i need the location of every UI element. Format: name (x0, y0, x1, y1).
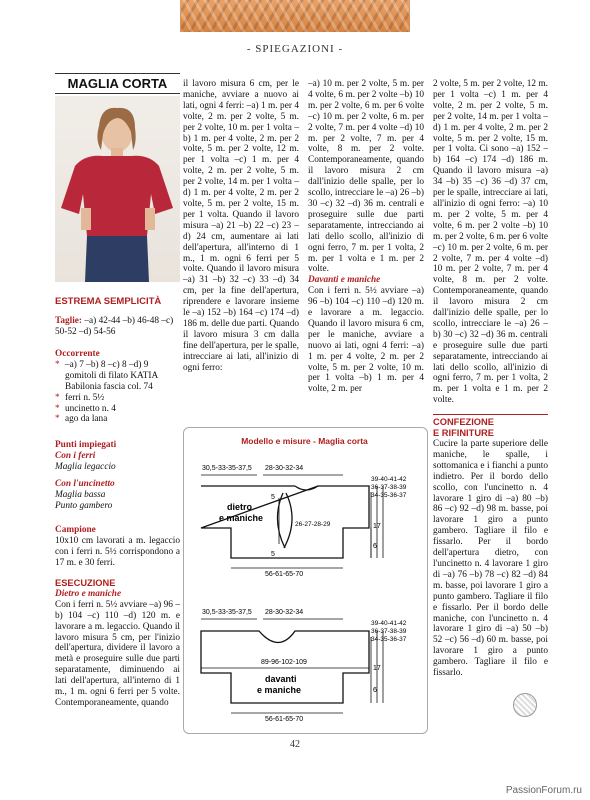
gauge-block (55, 525, 180, 569)
materials-item: uncinetto n. 4 (65, 403, 116, 414)
execution-block (55, 578, 180, 709)
dim-bottom: 56-61-65-70 (265, 716, 304, 723)
yarn-texture-banner (180, 0, 410, 32)
dim-seventeen: 17 (373, 523, 381, 530)
stitch-item: Maglia bassa (55, 489, 106, 500)
dim-right-2: 36-37-38-39 (371, 484, 407, 491)
model-photo (55, 96, 180, 282)
stitches-crochet-label: Con l'uncinetto (55, 478, 115, 489)
sizes-label: Taglie: (55, 316, 83, 326)
dim-right-2: 36-37-38-39 (371, 628, 407, 635)
stitches-needles-label: Con i ferri (55, 450, 96, 461)
dim-six: 6 (373, 687, 377, 694)
sizes-text: –a) 42-44 –b) 46-48 –c) 50-52 –d) 54-56 (55, 316, 174, 337)
instructions-text: il lavoro misura 6 cm, per le maniche, avviare a nuovo ai lati, ogni 4 ferri: –a) 1 m. per 4 volte, 2 m. per 2 volte, 5 m. per 2 volte, 10 m. per 1 volta –b) 1 m. per 4 volte, 2 m. per 2 volte, 5 m. per 2 volte, 12 m. per 1 volta –c) 1 m. per 4 volte, 2 m. per 2 volte, 5 m. per 2 volte, 14 m. per 1 volta –d) 1 m. per 4 volte, 2 m. per 2 volte, 5 m. per 2 volte, 15 m. per 1 volta. Quando il lavoro misura –a) 21 –b) 22 –c) 23 –d) 24 cm, aumentare ai lati dell'apertura, all'interno di 1 m., 1 m. ogni 6 ferri per 5 volte. Quando il lavoro misura –a) 31 –b) 32 –c) 33 –d) 34 cm, per la fine dell'apertura, riprendere e lavorare insieme le –a) 152 –b) 164 –c) 174 –d) 186 m. delle due parti. Quando il lavoro misura 3 cm dalla fine dell'apertura, per le spalle, intrecciare ai lati, all'inizio di ogni ferro: (183, 79, 299, 373)
pattern-title: MAGLIA CORTA (55, 73, 180, 94)
materials-item: ferri n. 5½ (65, 392, 105, 403)
finishing-text: Cucire la parte superiore delle maniche, le spalle, i sottomanica e i fianchi a punto indietro. Per il bordo dello scollo, con l'uncinetto n. 4 lavorare 1 giro di –a) 80 –b) 86 –c) 92 –d) 98 m. basse, poi lavorare 1 giro a punto gambero. Tagliare il filo e fissarlo. Per il bordo dell'apertura dietro, con l'uncinetto n. 4 lavorare 1 giro di –a) 76 –b) 78 –c) 82 –d) 84 m. basse, poi lavorare 1 giro a punto gambero. Tagliare il filo e fissarlo. Per il bordo delle maniche, con l'uncinetto n. 4 lavorare 1 giro di –a) 50 –b) 52 –c) 56 –d) 60 m. basse, poi lavorare 1 giro a punto gambero. Tagliare il filo e fissarlo. (433, 439, 548, 679)
instructions-column-4 (433, 79, 548, 679)
dim-top-mid: 28-30-32-34 (265, 609, 304, 616)
gauge-text: 10x10 cm lavorati a m. legaccio con i ferri n. 5½ corrispondono a 17 m. e 30 ferri. (55, 535, 180, 568)
instructions-column-2 (183, 79, 299, 373)
section-header: - SPIEGAZIONI - (246, 43, 344, 55)
dim-top-left: 30,5-33-35-37,5 (202, 465, 252, 472)
dim-right-3: 34-35-36-37 (371, 636, 407, 643)
back-label-1: dietro (227, 502, 253, 512)
execution-text: Con i ferri n. 5½ avviare –a) 96 –b) 104 –c) 110 –d) 120 m. e lavorare a m. legaccio. Quando il lavoro misura 5 cm, per l'inizio dell'apertura, dividere il lavoro a metà e proseguire sulle due parti separatamente, diminuendo ai lati dell'apertura, all'interno di 1 m., 1 m. ogni 6 ferri per 5 volte. Contemporaneamente, quando (55, 599, 180, 708)
stitch-item: Punto gambero (55, 500, 113, 511)
dim-top-mid: 28-30-32-34 (265, 465, 304, 472)
finishing-label: CONFEZIONE (433, 414, 548, 428)
difficulty-label: ESTREMA SEMPLICITÀ (55, 296, 162, 307)
instructions-text: 2 volte, 5 m. per 2 volte, 12 m. per 1 volta –c) 1 m. per 4 volte, 2 m. per 2 volte, 5 m. per 2 volte, 14 m. per 1 volta –d) 1 m. per 4 volte, 2 m. per 2 volte, 5 m. per 2 volte, 15 m. per 1 volta. Ci sono –a) 152 –b) 164 –c) 174 –d) 186 m. Quando il lavoro misura –a) 34 –b) 35 –c) 36 –d) 37 cm, per le spalle, intrecciare ai lati, all'inizio di ogni ferro: –a) 10 m. per 2 volte, 5 m. per 4 volte, 6 m. per 2 volte –b) 10 m. per 2 volte, 6 m. per 6 volte –c) 10 m. per 2 volte, 6 m. per 2 volte, 7 m. per 4 volte –d) 10 m. per 2 volte, 7 m. per 4 volte, 8 m. per 2 volte. Contemporaneamente, quando il lavoro misura 2 cm dall'inizio delle spalle, per lo scollo, intrecciare le –a) 26 –b) 30 –c) 32 –d) 36 m. centrali e proseguire sulle due parti separatamente, intrecciando ai lati dello scollo, all'inizio di ogni ferro, 7 m. per 1 volta, 2 m. per 1 volta e 1 m. per 2 volte. (433, 79, 548, 406)
dim-right-1: 39-40-41-42 (371, 476, 407, 483)
watermark: PassionForum.ru (505, 785, 582, 796)
dim-five-b: 5 (271, 551, 275, 558)
dim-right-1: 39-40-41-42 (371, 620, 407, 627)
materials-label: Occorrente (55, 349, 100, 359)
dim-bottom: 56-61-65-70 (265, 571, 304, 578)
page-number: 42 (290, 739, 300, 750)
back-sleeves-label: Dietro e maniche (55, 588, 122, 599)
dim-top-left: 30,5-33-35-37,5 (202, 609, 252, 616)
front-label-1: davanti (265, 674, 297, 684)
dim-opening: 26-27-28-29 (295, 521, 331, 528)
dim-six: 6 (373, 543, 377, 550)
yarn-ball-icon (513, 693, 537, 717)
execution-label: ESECUZIONE (55, 578, 116, 588)
finishing-label-2: E RIFINITURE (433, 428, 494, 439)
front-sleeves-label: Davanti e maniche (308, 275, 381, 286)
stitches-block (55, 440, 180, 511)
schematic-diagram (183, 448, 426, 728)
dim-width: 89-96-102-109 (261, 659, 307, 666)
instructions-text: –a) 10 m. per 2 volte, 5 m. per 4 volte, 6 m. per 2 volte –b) 10 m. per 2 volte, 6 m. per 6 volte –c) 10 m. per 2 volte, 6 m. per 2 volte, 7 m. per 4 volte –d) 10 m. per 2 volte, 7 m. per 4 volte, 8 m. per 2 volte. Contemporaneamente, quando il lavoro misura 2 cm dall'inizio delle spalle, per lo scollo, intrecciare le –a) 26 –b) 30 –c) 32 –d) 36 m. centrali e proseguire sulle due parti separatamente, intrecciando ai lati dello scollo, all'inizio di ogni ferro, 7 m. per 1 volta, 2 m. per 1 volta e 1 m. per 2 volte. (308, 79, 424, 275)
materials-block: Occorrente * –a) 7 –b) 8 –c) 8 –d) 9 gomitoli di filato KATIA Babilonia fascia col. 74 * ferri n. 5½ * uncinetto n. 4 * ago da lana (55, 349, 180, 425)
dim-five-a: 5 (271, 494, 275, 501)
sizes-block (55, 316, 180, 338)
stitches-label: Punti impiegati (55, 440, 117, 450)
stitch-item: Maglia legaccio (55, 461, 116, 472)
materials-item: –a) 7 –b) 8 –c) 8 –d) 9 gomitoli di filato KATIA Babilonia fascia col. 74 (65, 359, 158, 392)
diagram-title: Modello e misure - Maglia corta (241, 436, 368, 446)
materials-item: ago da lana (65, 414, 108, 425)
instructions-text: Con i ferri n. 5½ avviare –a) 96 –b) 104 –c) 110 –d) 120 m. e lavorare a m. legaccio. Quando il lavoro misura 6 cm, per le maniche, avviare a nuovo ai lati, ogni 4 ferri: –a) 1 m. per 4 volte, 2 m. per 2 volte, 5 m. per 2 volte, 10 m. per 1 volta –b) 1 m. per 4 volte, 2 m. per (308, 286, 424, 395)
gauge-label: Campione (55, 525, 96, 535)
front-label-2: e maniche (257, 685, 302, 695)
back-label-2: e maniche (219, 513, 264, 523)
dim-seventeen: 17 (373, 665, 381, 672)
dim-right-3: 34-35-36-37 (371, 492, 407, 499)
instructions-column-3 (308, 79, 424, 395)
